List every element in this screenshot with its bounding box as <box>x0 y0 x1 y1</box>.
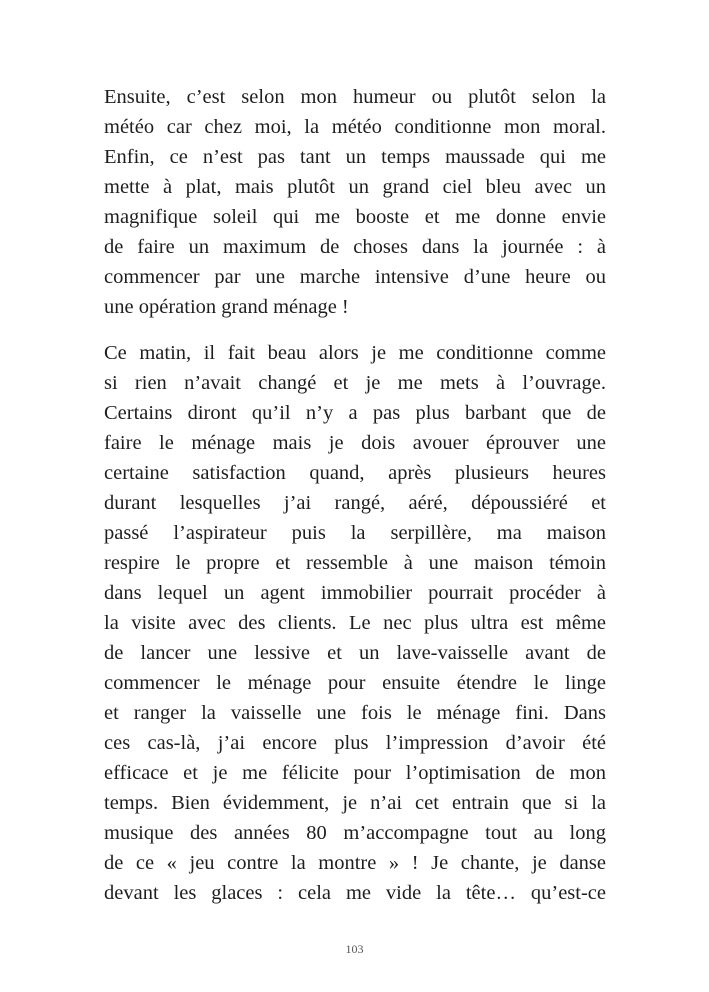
paragraph-2 <box>104 338 606 908</box>
text-line: si rien n’avait changé et je me mets à l’ouvrage. <box>104 372 606 394</box>
text-line: Certains diront qu’il n’y a pas plus barbant que de <box>104 402 606 424</box>
text-line: et ranger la vaisselle une fois le ménage fini. Dans <box>104 702 606 724</box>
text-line: temps. Bien évidemment, je n’ai cet entrain que si la <box>104 792 606 814</box>
text-line: efficace et je me félicite pour l’optimisation de mon <box>104 762 606 784</box>
text-line: magnifique soleil qui me booste et me donne envie <box>104 206 606 228</box>
text-line: musique des années 80 m’accompagne tout au long <box>104 822 606 844</box>
text-line: dans lequel un agent immobilier pourrait procéder à <box>104 582 606 604</box>
text-line: de lancer une lessive et un lave-vaisselle avant de <box>104 642 606 664</box>
text-line: passé l’aspirateur puis la serpillère, ma maison <box>104 522 606 544</box>
text-line: Ensuite, c’est selon mon humeur ou plutôt selon la <box>104 86 606 108</box>
text-line: devant les glaces : cela me vide la tête… qu’est-ce <box>104 882 606 904</box>
text-line: certaine satisfaction quand, après plusieurs heures <box>104 462 606 484</box>
text-line: ces cas-là, j’ai encore plus l’impression d’avoir été <box>104 732 606 754</box>
text-line: de ce « jeu contre la montre » ! Je chante, je danse <box>104 852 606 874</box>
text-line: Ce matin, il fait beau alors je me conditionne comme <box>104 342 606 364</box>
text-line: commencer par une marche intensive d’une heure ou <box>104 266 606 288</box>
text-line: commencer le ménage pour ensuite étendre le linge <box>104 672 606 694</box>
text-line: respire le propre et ressemble à une maison témoin <box>104 552 606 574</box>
page-number: 103 <box>345 942 364 956</box>
text-line: une opération grand ménage ! <box>104 296 349 318</box>
text-line: mette à plat, mais plutôt un grand ciel bleu avec un <box>104 176 606 198</box>
text-line: météo car chez moi, la météo conditionne mon moral. <box>104 116 606 138</box>
text-line: faire le ménage mais je dois avouer éprouver une <box>104 432 606 454</box>
text-line: la visite avec des clients. Le nec plus ultra est même <box>104 612 606 634</box>
paragraph-1 <box>104 82 606 322</box>
text-line: durant lesquelles j’ai rangé, aéré, dépoussiéré et <box>104 492 606 514</box>
text-line: Enfin, ce n’est pas tant un temps maussade qui me <box>104 146 606 168</box>
text-line: de faire un maximum de choses dans la journée : à <box>104 236 606 258</box>
